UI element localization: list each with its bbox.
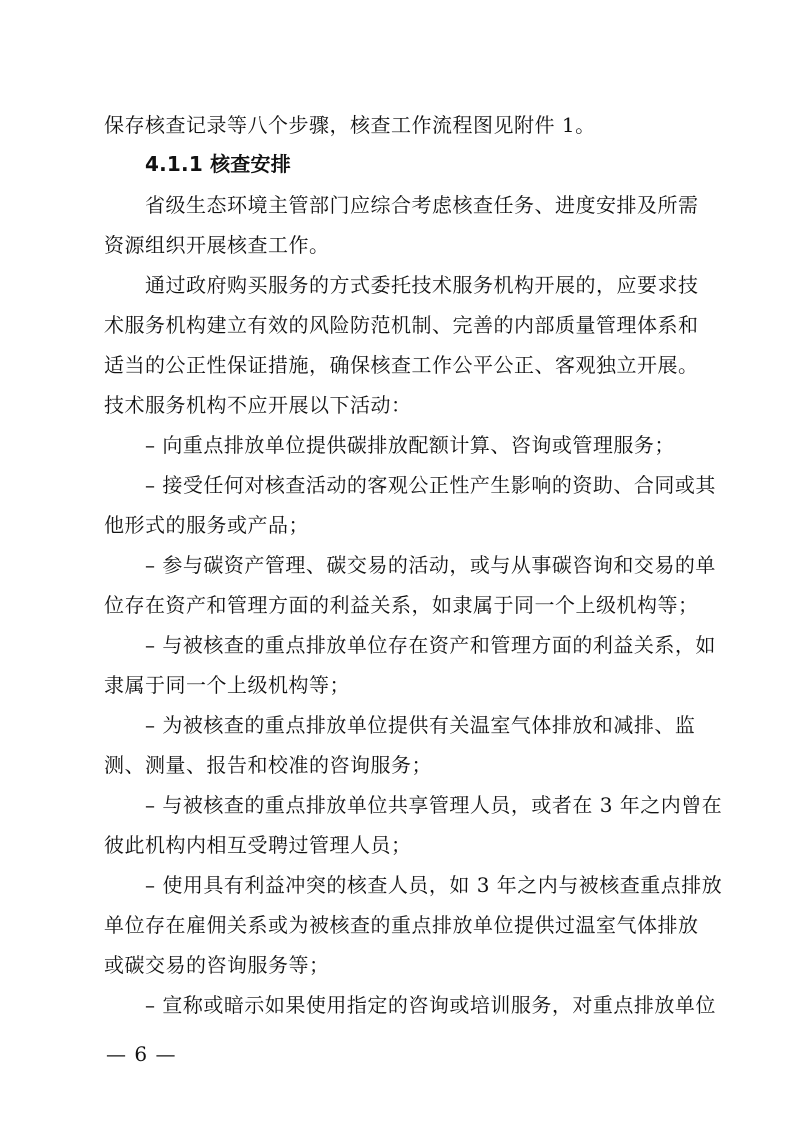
list-item-line: – 参与碳资产管理、碳交易的活动，或与从事碳咨询和交易的单 <box>145 553 716 577</box>
paragraph-line: 适当的公正性保证措施，确保核查工作公平公正、客观独立开展。 <box>104 353 699 377</box>
list-item-line: 或碳交易的咨询服务等； <box>104 953 330 977</box>
list-item-line: – 与被核查的重点排放单位共享管理人员，或者在 3 年之内曾在 <box>145 793 723 817</box>
page-number: — 6 — <box>106 1042 177 1066</box>
list-item-line: 单位存在雇佣关系或为被核查的重点排放单位提供过温室气体排放 <box>104 913 699 937</box>
paragraph-line: 省级生态环境主管部门应综合考虑核查任务、进度安排及所需 <box>145 193 699 217</box>
list-item-line: – 宣称或暗示如果使用指定的咨询或培训服务，对重点排放单位 <box>145 993 716 1017</box>
list-item-line: – 使用具有利益冲突的核查人员，如 3 年之内与被核查重点排放 <box>145 873 723 897</box>
list-item-line: 测、测量、报告和校准的咨询服务； <box>104 753 432 777</box>
paragraph-line: 保存核查记录等八个步骤，核查工作流程图见附件 1。 <box>104 113 596 137</box>
section-heading: 4.1.1 核查安排 <box>145 152 291 176</box>
paragraph-line: 资源组织开展核查工作。 <box>104 233 330 257</box>
paragraph-line: 通过政府购买服务的方式委托技术服务机构开展的，应要求技 <box>145 273 699 297</box>
list-item-line: – 向重点排放单位提供碳排放配额计算、咨询或管理服务； <box>145 433 675 457</box>
list-item-line: 隶属于同一个上级机构等； <box>104 673 350 697</box>
paragraph-line: 技术服务机构不应开展以下活动： <box>104 393 412 417</box>
list-item-line: – 为被核查的重点排放单位提供有关温室气体排放和减排、监 <box>145 713 696 737</box>
list-item-line: 位存在资产和管理方面的利益关系，如隶属于同一个上级机构等； <box>104 593 699 617</box>
list-item-line: 他形式的服务或产品； <box>104 513 309 537</box>
list-item-line: – 与被核查的重点排放单位存在资产和管理方面的利益关系，如 <box>145 633 716 657</box>
paragraph-line: 术服务机构建立有效的风险防范机制、完善的内部质量管理体系和 <box>104 313 699 337</box>
list-item-line: 彼此机构内相互受聘过管理人员； <box>104 833 412 857</box>
list-item-line: – 接受任何对核查活动的客观公正性产生影响的资助、合同或其 <box>145 473 716 497</box>
